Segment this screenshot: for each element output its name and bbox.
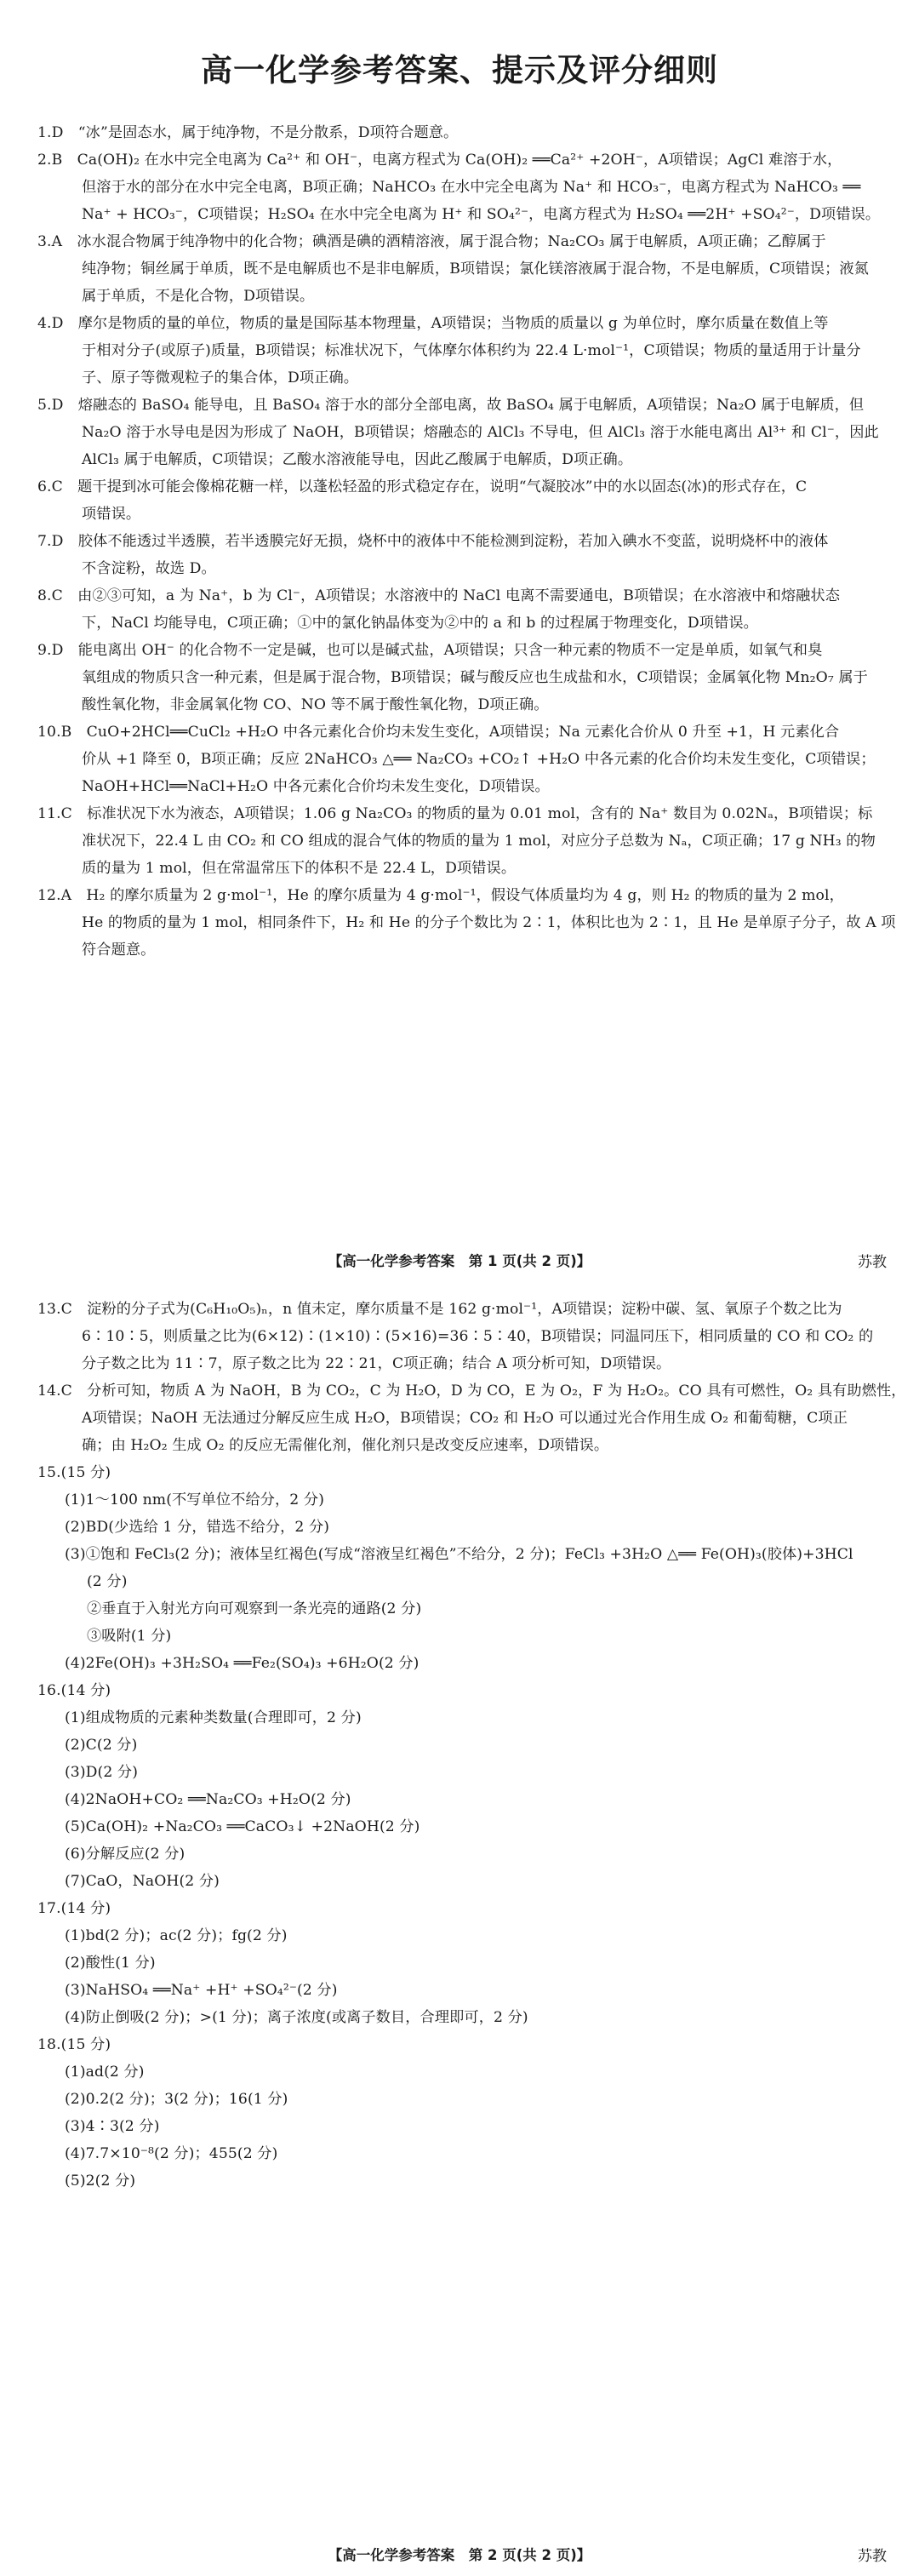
answer-line: 16.(14 分) [37,1682,111,1699]
answer-line: 符合题意。 [82,942,156,959]
answer-line: 于相对分子(或原子)质量，B项错误；标准状况下，气体摩尔体积约为 22.4 L·mol⁻¹，C项错误；物质的量适用于计量分 [82,342,861,359]
answer-line: 但溶于水的部分在水中完全电离，B项正确；NaHCO₃ 在水中完全电离为 Na⁺ 和 HCO₃⁻，电离方程式为 NaHCO₃ ══ [82,179,861,196]
answer-line: (2 分) [87,1573,128,1590]
answer-line: 氧组成的物质只含一种元素，但是属于混合物，B项错误；碱与酸反应也生成盐和水，C项错误；金属氧化物 Mn₂O₇ 属于 [82,669,868,686]
answer-line: 属于单质，不是化合物，D项错误。 [82,288,315,305]
answer-line: Na₂O 溶于水导电是因为形成了 NaOH，B项错误；熔融态的 AlCl₃ 不导电，但 AlCl₃ 溶于水能电离出 Al³⁺ 和 Cl⁻，因此 [82,424,879,441]
answer-line: 价从 +1 降至 0，B项正确；反应 2NaHCO₃ △══ Na₂CO₃ +CO₂↑ +H₂O 中各元素的化合价均未发生变化，C项错误； [82,751,876,768]
answer-line: (4)2Fe(OH)₃ +3H₂SO₄ ══Fe₂(SO₄)₃ +6H₂O(2 分) [65,1655,420,1672]
answer-line: 14.C 分析可知，物质 A 为 NaOH，B 为 CO₂，C 为 H₂O，D 为 CO，E 为 O₂，F 为 H₂O₂。CO 具有可燃性，O₂ 具有助燃性， [37,1382,906,1400]
answer-line: (4)防止倒吸(2 分)；>(1 分)；离子浓度(或离子数目，合理即可，2 分) [65,2009,528,2026]
answer-line: (3)4∶3(2 分) [65,2118,160,2135]
answer-line: 3.A 冰水混合物属于纯净物中的化合物；碘酒是碘的酒精溶液，属于混合物；Na₂CO₃ 属于电解质，A项正确；乙醇属于 [37,233,826,250]
answer-line: He 的物质的量为 1 mol，相同条件下，H₂ 和 He 的分子个数比为 2∶1，体积比也为 2∶1，且 He 是单原子分子，故 A 项 [82,914,896,931]
answer-line: 项错误。 [82,506,141,523]
answer-line: 8.C 由②③可知，a 为 Na⁺，b 为 Cl⁻，A项错误；水溶液中的 NaCl 电离不需要通电，B项错误；在水溶液中和熔融状态 [37,587,841,604]
footer-page-label: 【高一化学参考答案 第 2 页(共 2 页)】 [328,2547,591,2563]
answers-page-2 [37,1301,906,2200]
answer-line: (1)ad(2 分) [65,2064,145,2081]
answer-line: 酸性氧化物，非金属氧化物 CO、NO 等不属于酸性氧化物，D项正确。 [82,696,549,713]
answer-line: 1.D “冰”是固态水，属于纯净物，不是分散系，D项符合题意。 [37,124,459,141]
answer-line: AlCl₃ 属于电解质，C项错误；乙酸水溶液能导电，因此乙酸属于电解质，D项正确。 [82,451,633,468]
answer-line: (2)0.2(2 分)；3(2 分)；16(1 分) [65,2091,288,2108]
footer-edition: 苏教 [858,2548,887,2565]
answer-line: 质的量为 1 mol，但在常温常压下的体积不是 22.4 L，D项错误。 [82,860,517,877]
answer-line: 4.D 摩尔是物质的量的单位，物质的量是国际基本物理量，A项错误；当物质的质量以 g 为单位时，摩尔质量在数值上等 [37,315,829,332]
answer-line: (1)组成物质的元素种类数量(合理即可，2 分) [65,1709,362,1726]
answer-line: (5)Ca(OH)₂ +Na₂CO₃ ══CaCO₃↓ +2NaOH(2 分) [65,1818,420,1835]
answer-line: 12.A H₂ 的摩尔质量为 2 g·mol⁻¹，He 的摩尔质量为 4 g·mol⁻¹，假设气体质量均为 4 g，则 H₂ 的物质的量为 2 mol， [37,887,844,904]
answer-line: 11.C 标准状况下水为液态，A项错误；1.06 g Na₂CO₃ 的物质的量为 0.01 mol，含有的 Na⁺ 数目为 0.02Nₐ，B项错误；标 [37,805,873,822]
answer-line: (3)①饱和 FeCl₃(2 分)；液体呈红褐色(写成“溶液呈红褐色”不给分，2 分)；FeCl₃ +3H₂O △══ Fe(OH)₃(胶体)+3HCl [65,1546,853,1563]
answer-line: 确；由 H₂O₂ 生成 O₂ 的反应无需催化剂，催化剂只是改变反应速率，D项错误。 [82,1437,609,1454]
answer-line: 5.D 熔融态的 BaSO₄ 能导电，且 BaSO₄ 溶于水的部分全部电离，故 BaSO₄ 属于电解质，A项错误；Na₂O 属于电解质，但 [37,397,865,414]
answer-line: (1)1～100 nm(不写单位不给分，2 分) [65,1491,325,1508]
answer-line: 分子数之比为 11∶7，原子数之比为 22∶21，C项正确；结合 A 项分析可知，D项错误。 [82,1355,671,1372]
answer-line: (4)7.7×10⁻⁸(2 分)；455(2 分) [65,2145,278,2162]
answer-line: (6)分解反应(2 分) [65,1846,186,1863]
answer-line: 18.(15 分) [37,2036,111,2053]
answer-line: 2.B Ca(OH)₂ 在水中完全电离为 Ca²⁺ 和 OH⁻，电离方程式为 Ca(OH)₂ ══Ca²⁺ +2OH⁻，A项错误；AgCl 难溶于水， [37,152,842,169]
footer-page-label: 【高一化学参考答案 第 1 页(共 2 页)】 [328,1253,591,1269]
answer-line: (2)酸性(1 分) [65,1955,156,1972]
answer-line: (3)D(2 分) [65,1764,139,1781]
footer-edition: 苏教 [858,1254,887,1271]
answer-line: (1)bd(2 分)；ac(2 分)；fg(2 分) [65,1927,288,1944]
answers-page-1 [37,124,896,969]
answer-line: 下，NaCl 均能导电，C项正确；①中的氯化钠晶体变为②中的 a 和 b 的过程属于物理变化，D项错误。 [82,615,758,632]
answer-line: (2)C(2 分) [65,1737,138,1754]
answer-line: A项错误；NaOH 无法通过分解反应生成 H₂O，B项错误；CO₂ 和 H₂O 可以通过光合作用生成 O₂ 和葡萄糖，C项正 [82,1410,848,1427]
answer-line: 不含淀粉，故选 D。 [82,560,216,577]
answer-line: NaOH+HCl══NaCl+H₂O 中各元素化合价均未发生变化，D项错误。 [82,778,550,795]
answer-line: 9.D 能电离出 OH⁻ 的化合物不一定是碱，也可以是碱式盐，A项错误；只含一种元素的物质不一定是单质，如氧气和臭 [37,642,823,659]
answer-line: (2)BD(少选给 1 分，错选不给分，2 分) [65,1519,330,1536]
answer-line: 15.(15 分) [37,1464,111,1481]
answer-line: (5)2(2 分) [65,2172,136,2190]
answer-line: 准状况下，22.4 L 由 CO₂ 和 CO 组成的混合气体的物质的量为 1 mol，对应分子总数为 Nₐ，C项正确；17 g NH₃ 的物 [82,833,876,850]
page-footer-1 [0,1250,919,1270]
answer-line: 13.C 淀粉的分子式为(C₆H₁₀O₅)ₙ，n 值未定，摩尔质量不是 162 g·mol⁻¹，A项错误；淀粉中碳、氢、氧原子个数之比为 [37,1301,842,1318]
page-footer-2 [0,2544,919,2564]
answer-line: (3)NaHSO₄ ══Na⁺ +H⁺ +SO₄²⁻(2 分) [65,1982,338,1999]
answer-line: Na⁺ + HCO₃⁻，C项错误；H₂SO₄ 在水中完全电离为 H⁺ 和 SO₄²⁻，电离方程式为 H₂SO₄ ══2H⁺ +SO₄²⁻，D项错误。 [82,206,881,223]
answer-line: (7)CaO，NaOH(2 分) [65,1873,220,1890]
answer-line: ③吸附(1 分) [87,1628,172,1645]
answer-line: 6.C 题干提到冰可能会像棉花糖一样，以蓬松轻盈的形式稳定存在，说明“气凝胶冰”中的水以固态(冰)的形式存在，C [37,478,808,495]
answer-line: ②垂直于入射光方向可观察到一条光亮的通路(2 分) [87,1600,422,1617]
answer-line: 纯净物；铜丝属于单质，既不是电解质也不是非电解质，B项错误；氯化镁溶液属于混合物，不是电解质，C项错误；液氮 [82,260,869,278]
answer-line: 17.(14 分) [37,1900,111,1917]
answer-line: 7.D 胶体不能透过半透膜，若半透膜完好无损，烧杯中的液体中不能检测到淀粉，若加入碘水不变蓝，说明烧杯中的液体 [37,533,829,550]
answer-line: 子、原子等微观粒子的集合体，D项正确。 [82,369,359,386]
answer-line: 10.B CuO+2HCl══CuCl₂ +H₂O 中各元素化合价均未发生变化，A项错误；Na 元素化合价从 0 升至 +1，H 元素化合 [37,724,840,741]
answer-line: (4)2NaOH+CO₂ ══Na₂CO₃ +H₂O(2 分) [65,1791,351,1808]
page-title: 高一化学参考答案、提示及评分细则 [201,52,718,89]
answer-line: 6∶10∶5，则质量之比为(6×12)∶(1×10)∶(5×16)=36∶5∶40，B项错误；同温同压下，相同质量的 CO 和 CO₂ 的 [82,1328,874,1345]
